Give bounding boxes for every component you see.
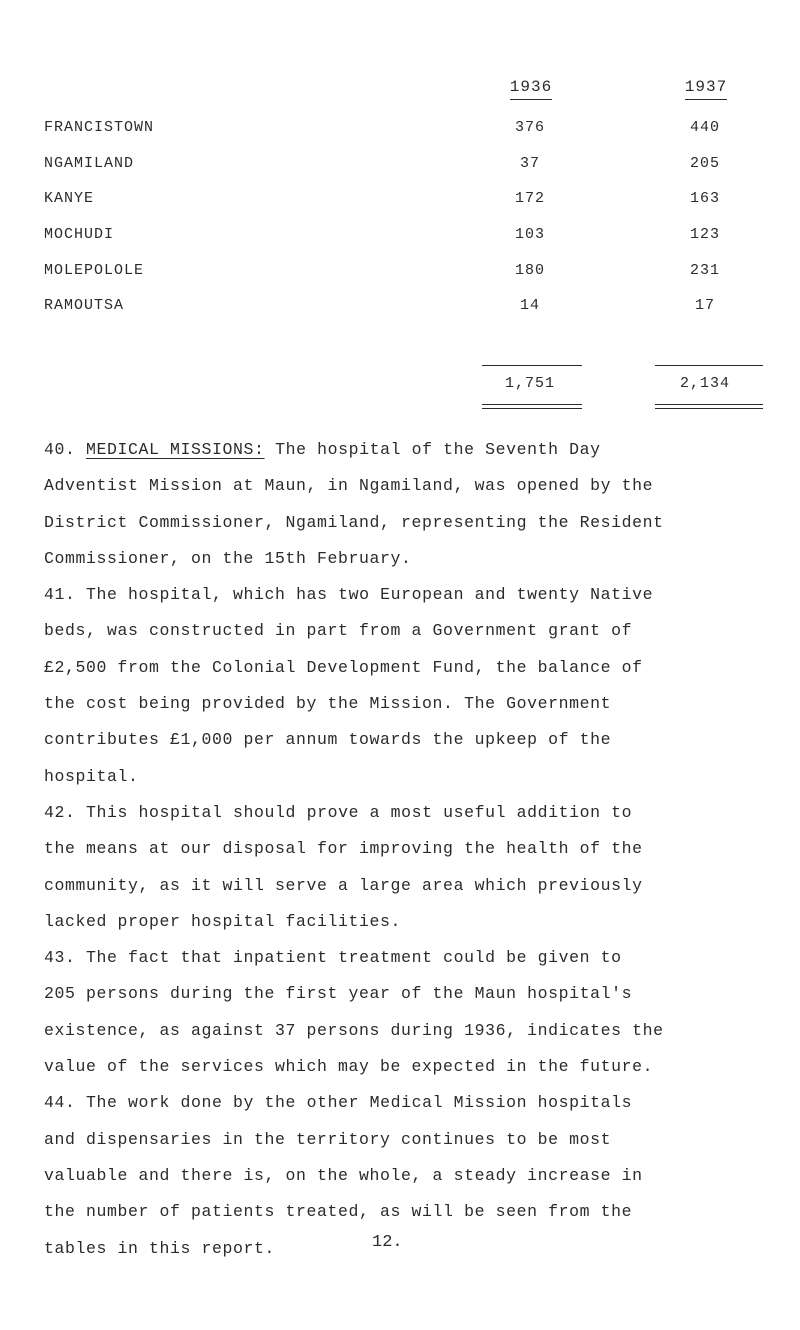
table-row bbox=[0, 297, 800, 317]
paragraph-number: 40. bbox=[44, 440, 76, 459]
value-1936: 14 bbox=[519, 297, 540, 314]
value-1936: 376 bbox=[514, 119, 545, 136]
paragraph-number: 42. bbox=[44, 802, 76, 822]
paragraph-44 bbox=[44, 1085, 784, 1266]
paragraph-41 bbox=[44, 577, 784, 795]
row-label: NGAMILAND bbox=[44, 155, 135, 172]
text-line: District Commissioner, Ngamiland, representing the Resident bbox=[44, 512, 664, 532]
table-row bbox=[0, 226, 800, 246]
text-line: the means at our disposal for improving the health of the bbox=[44, 839, 643, 859]
paragraph-40 bbox=[44, 432, 784, 577]
value-1936: 103 bbox=[514, 226, 545, 243]
text-line: beds, was constructed in part from a Government grant of bbox=[44, 621, 633, 641]
text-line: valuable and there is, on the whole, a steady increase in bbox=[44, 1165, 643, 1185]
text-line: lacked proper hospital facilities. bbox=[44, 911, 402, 931]
text-line: existence, as against 37 persons during 1936, indicates the bbox=[44, 1020, 664, 1040]
text-line: community, as it will serve a large area which previously bbox=[44, 875, 643, 895]
text-line: £2,500 from the Colonial Development Fund, the balance of bbox=[44, 657, 643, 677]
value-1937: 231 bbox=[689, 262, 720, 279]
table-row bbox=[0, 155, 800, 175]
column-header-1936: 1936 bbox=[506, 78, 556, 100]
paragraph-number: 44. bbox=[44, 1093, 76, 1113]
value-1937: 123 bbox=[689, 226, 720, 243]
value-1936: 180 bbox=[514, 262, 545, 279]
text-line: hospital. bbox=[44, 766, 139, 786]
total-1936: 1,751 bbox=[504, 375, 555, 392]
total-rule-1937 bbox=[655, 365, 763, 366]
text-line: and dispensaries in the territory continues to be most bbox=[44, 1129, 612, 1149]
text-line: the cost being provided by the Mission. The Government bbox=[44, 694, 612, 714]
double-rule-1937 bbox=[655, 404, 763, 409]
body-text bbox=[44, 432, 784, 1267]
total-1937: 2,134 bbox=[679, 375, 730, 392]
column-header-1937: 1937 bbox=[676, 78, 736, 100]
table-row bbox=[0, 119, 800, 139]
paragraph-42 bbox=[44, 795, 784, 940]
text-line: The work done by the other Medical Mission hospitals bbox=[86, 1093, 633, 1113]
table-row bbox=[0, 190, 800, 210]
text-line: 205 persons during the first year of the Maun hospital's bbox=[44, 984, 633, 1004]
value-1936: 172 bbox=[514, 190, 545, 207]
value-1937: 163 bbox=[689, 190, 720, 207]
text-line: tables in this report. bbox=[44, 1238, 276, 1258]
text-line: The fact that inpatient treatment could be given to bbox=[86, 948, 622, 968]
row-label: MOLEPOLOLE bbox=[44, 262, 145, 279]
page-number: 12. bbox=[372, 1233, 403, 1252]
paragraph-43 bbox=[44, 940, 784, 1085]
paragraph-number: 43. bbox=[44, 948, 76, 968]
row-label: RAMOUTSA bbox=[44, 297, 125, 314]
value-1937: 205 bbox=[689, 155, 720, 172]
row-label: KANYE bbox=[44, 190, 95, 207]
double-rule-1936 bbox=[482, 404, 582, 409]
text-line: contributes £1,000 per annum towards the upkeep of the bbox=[44, 730, 612, 750]
row-label: FRANCISTOWN bbox=[44, 119, 155, 136]
value-1936: 37 bbox=[519, 155, 540, 172]
text-line: the number of patients treated, as will be seen from the bbox=[44, 1202, 633, 1222]
text-line: value of the services which may be expected in the future. bbox=[44, 1057, 654, 1077]
value-1937: 440 bbox=[689, 119, 720, 136]
row-label: MOCHUDI bbox=[44, 226, 115, 243]
table-row bbox=[0, 262, 800, 282]
section-title: MEDICAL MISSIONS: bbox=[86, 440, 265, 459]
text-line: The hospital of the Seventh Day bbox=[275, 440, 601, 459]
total-rule-1936 bbox=[482, 365, 582, 366]
text-line: The hospital, which has two European and twenty Native bbox=[86, 585, 654, 605]
paragraph-number: 41. bbox=[44, 585, 76, 605]
text-line: Adventist Mission at Maun, in Ngamiland, was opened by the bbox=[44, 476, 654, 496]
value-1937: 17 bbox=[694, 297, 715, 314]
text-line: Commissioner, on the 15th February. bbox=[44, 548, 412, 568]
text-line: This hospital should prove a most useful addition to bbox=[86, 802, 633, 822]
